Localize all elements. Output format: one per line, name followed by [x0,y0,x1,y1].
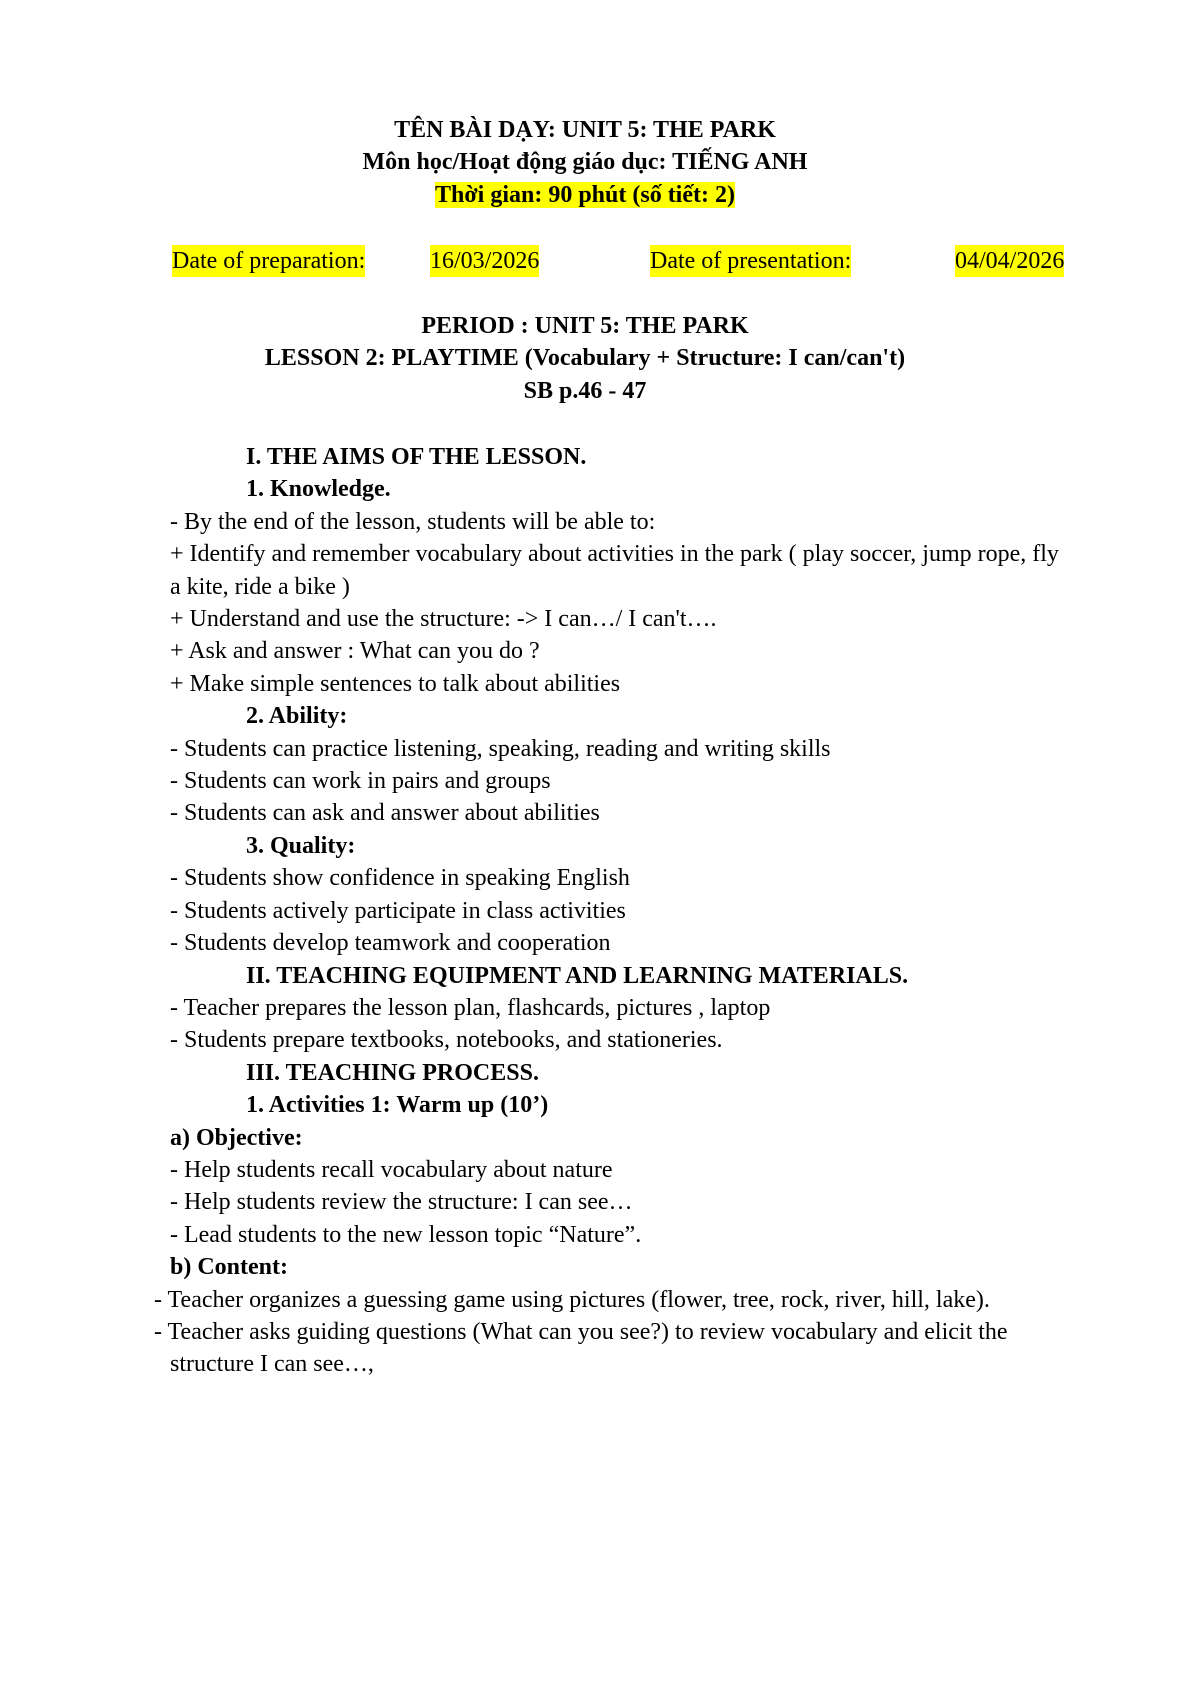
process-heading: III. TEACHING PROCESS. [246,1059,539,1086]
pres-label: Date of presentation: [650,245,851,277]
pres-value: 04/04/2026 [955,245,1064,277]
lesson-name: TÊN BÀI DẠY: UNIT 5: THE PARK [394,117,776,143]
ability-item: - Students can practice listening, speaking, reading and writing skills [170,735,831,762]
aims-heading: I. THE AIMS OF THE LESSON. [246,444,587,470]
activity-heading: 1. Activities 1: Warm up (10’) [246,1092,549,1119]
objective-heading: a) Objective: [170,1124,303,1151]
knowledge-item: + Make simple sentences to talk about abilities [170,670,621,697]
knowledge-item: + Ask and answer : What can you do ? [170,638,540,665]
prep-label: Date of preparation: [172,245,365,277]
equipment-item: - Students prepare textbooks, notebooks, and stationeries. [170,1027,723,1054]
objective-item: - Lead students to the new lesson topic “Nature”. [170,1221,642,1248]
prep-value: 16/03/2026 [430,245,539,277]
period-line-3: SB p.46 - 47 [523,377,647,404]
content-item: - Teacher asks guiding questions (What can you see?) to review vocabulary and elicit the structure I can see…, [154,1318,1008,1378]
duration-highlight: Thời gian: 90 phút (số tiết: 2) [435,181,735,208]
knowledge-item: - By the end of the lesson, students will be able to: [170,508,656,535]
quality-item: - Students actively participate in class activities [170,897,626,924]
equipment-item: - Teacher prepares the lesson plan, flashcards, pictures , laptop [170,994,771,1021]
ability-item: - Students can work in pairs and groups [170,768,551,795]
quality-item: - Students develop teamwork and cooperation [170,930,611,957]
period-header [0,310,1170,407]
duration-line [0,179,1170,211]
knowledge-item: + Understand and use the structure: -> I can…/ I can't…. [170,606,717,633]
subject-line: Môn học/Hoạt động giáo dục: TIẾNG ANH [362,149,808,176]
period-line-1: PERIOD : UNIT 5: THE PARK [421,313,749,339]
objective-item: - Help students review the structure: I can see… [170,1189,633,1216]
equipment-heading: II. TEACHING EQUIPMENT AND LEARNING MATERIALS. [246,962,909,989]
period-line-2: LESSON 2: PLAYTIME (Vocabulary + Structure: I can/can't) [264,345,906,372]
dates-row [172,245,1090,277]
ability-heading: 2. Ability: [246,703,348,730]
ability-item: - Students can ask and answer about abilities [170,800,600,827]
knowledge-heading: 1. Knowledge. [246,476,391,503]
content-heading: b) Content: [170,1254,288,1281]
lesson-header [0,114,1170,211]
objective-item: - Help students recall vocabulary about nature [170,1156,613,1183]
knowledge-item: + Identify and remember vocabulary about activities in the park ( play soccer, jump rope, fly a kite, ride a bike ) [170,541,1059,600]
lesson-body [154,441,1070,1381]
quality-heading: 3. Quality: [246,832,356,859]
quality-item: - Students show confidence in speaking English [170,865,630,892]
content-item: - Teacher organizes a guessing game using pictures (flower, tree, rock, river, hill, lake). [154,1286,990,1313]
